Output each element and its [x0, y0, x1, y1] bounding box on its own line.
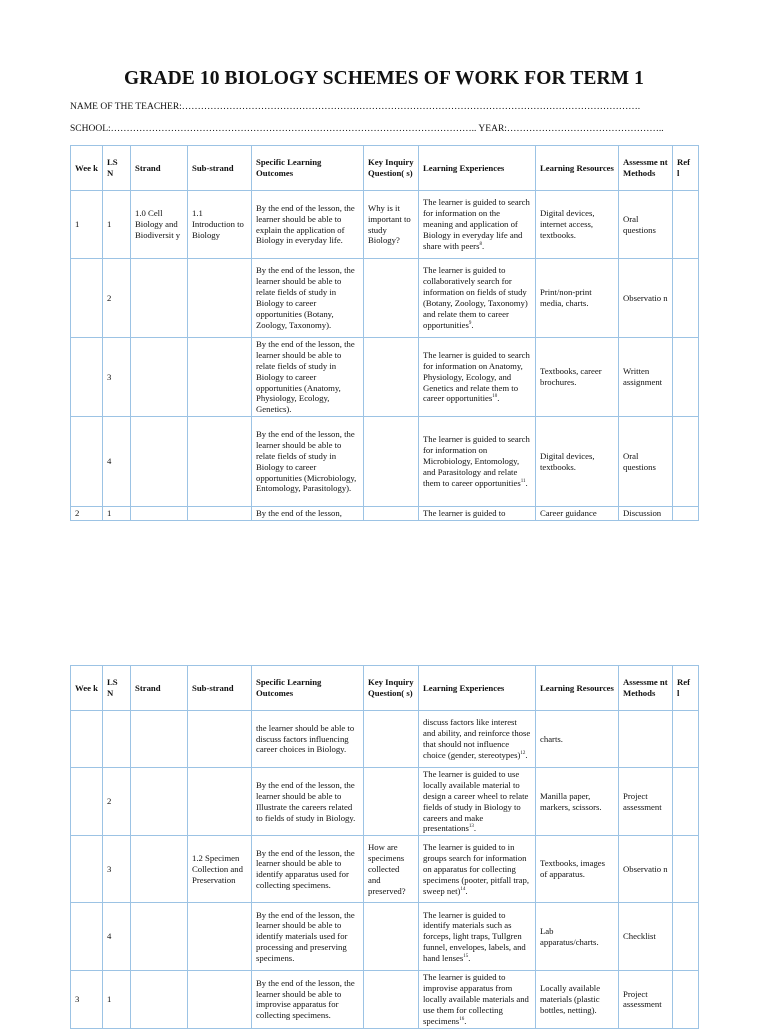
cell-assessment: Project assessment [619, 971, 673, 1028]
footnote-ref: 9 [468, 320, 472, 326]
experience-text: The learner is guided to search for information on the meaning and application of Biology in everyday life and share with peers [423, 197, 530, 251]
cell-resources: Textbooks, images of apparatus. [536, 836, 619, 903]
column-header-experiences: Learning Experiences [419, 146, 536, 191]
cell-lsn [103, 711, 131, 768]
cell-outcome: By the end of the lesson, the learner should be able to improvise apparatus for collecting specimens. [252, 971, 364, 1028]
cell-assessment: Discussion [619, 507, 673, 521]
cell-outcome: the learner should be able to discuss factors influencing career choices in Biology. [252, 711, 364, 768]
cell-week: 3 [71, 971, 103, 1028]
cell-experience: The learner is guided to in groups search for information on apparatus for collecting specimens (pooter, pitfall trap, sweep net)$^{14}$. [419, 836, 536, 903]
experience-text: The learner is guided to search for information on Anatomy, Physiology, Ecology, and Genetics and relate them to career opportunities [423, 349, 530, 404]
cell-substrand: 1.2 Specimen Collection and Preservation [188, 836, 252, 903]
experience-text: The learner is guided to improvise apparatus from locally available materials and use them for collecting specimens [423, 972, 529, 1026]
cell-strand [131, 259, 188, 338]
cell-outcome: By the end of the lesson, the learner should be able to relate fields of study in Biology to career opportunities (Botany, Zoology, Taxonomy). [252, 259, 364, 338]
cell-lsn: 2 [103, 259, 131, 338]
cell-inquiry [364, 768, 419, 836]
column-header-lsn: LS N [103, 146, 131, 191]
cell-experience: The learner is guided to identify materials such as forceps, light traps, Tullgren funnel, envelopes, labels, and hand lenses$^{15}$. [419, 903, 536, 971]
page-title: GRADE 10 BIOLOGY SCHEMES OF WORK FOR TERM 1 [123, 68, 645, 89]
column-header-week: Wee k [71, 146, 103, 191]
cell-experience: discuss factors like interest and ability, and reinforce those that should not influence choice (gender, stereotypes)$^{12}$. [419, 711, 536, 768]
cell-outcome: By the end of the lesson, the learner should be able to identify materials used for processing and preserving specimens. [252, 903, 364, 971]
cell-refl [673, 903, 699, 971]
cell-substrand [188, 507, 252, 521]
cell-assessment: Observatio n [619, 836, 673, 903]
cell-refl [673, 338, 699, 417]
column-header-inquiry: Key Inquiry Question( s) [364, 146, 419, 191]
cell-resources: Career guidance [536, 507, 619, 521]
cell-substrand [188, 338, 252, 417]
table-row [71, 338, 699, 417]
footnote-ref: 12 [520, 750, 526, 756]
cell-inquiry [364, 971, 419, 1028]
cell-substrand [188, 903, 252, 971]
cell-assessment: Checklist [619, 903, 673, 971]
cell-refl [673, 768, 699, 836]
table-row [71, 971, 699, 1028]
cell-refl [673, 836, 699, 903]
cell-resources: Textbooks, career brochures. [536, 338, 619, 417]
column-header-strand: Strand [131, 666, 188, 711]
cell-lsn: 1 [103, 191, 131, 259]
footnote-ref: 13 [468, 824, 474, 830]
cell-outcome: By the end of the lesson, the learner should be able to Illustrate the careers related to fields of study in Biology. [252, 768, 364, 836]
column-header-outcomes: Specific Learning Outcomes [252, 146, 364, 191]
footnote-ref: 11 [520, 479, 526, 485]
cell-week [71, 903, 103, 971]
column-header-assessment: Assessme nt Methods [619, 666, 673, 711]
cell-refl [673, 259, 699, 338]
teacher-name-line: NAME OF THE TEACHER:………………………………………………………………………………………………………………………………. [70, 102, 641, 112]
experience-text: The learner is guided to use locally available material to design a career wheel to relate fields of study in Biology to careers and make presentations [423, 769, 529, 834]
cell-inquiry [364, 259, 419, 338]
cell-refl [673, 711, 699, 768]
cell-week: 2 [71, 507, 103, 521]
cell-experience: The learner is guided to use locally available material to design a career wheel to relate fields of study in Biology to careers and make presentations$^{13}$. [419, 768, 536, 836]
cell-resources: Print/non-print media, charts. [536, 259, 619, 338]
table-header-row [71, 146, 699, 191]
cell-resources: Digital devices, textbooks. [536, 417, 619, 507]
cell-substrand [188, 971, 252, 1028]
cell-resources: Digital devices, internet access, textbooks. [536, 191, 619, 259]
cell-week [71, 836, 103, 903]
table-header-row [71, 666, 699, 711]
footnote-ref: 10 [492, 394, 498, 400]
cell-outcome: By the end of the lesson, the learner should be able to relate fields of study in Biology to career opportunities (Anatomy, Physiology, Ecology, Genetics). [252, 338, 364, 417]
scheme-table-page-2 [70, 665, 699, 1029]
cell-refl [673, 417, 699, 507]
cell-assessment: Oral questions [619, 417, 673, 507]
experience-text: The learner is guided to [423, 508, 506, 519]
cell-inquiry: Why is it important to study Biology? [364, 191, 419, 259]
cell-experience: The learner is guided to improvise apparatus from locally available materials and use them for collecting specimens$^{16}$. [419, 971, 536, 1028]
cell-outcome: By the end of the lesson, the learner should be able to explain the application of Biology in everyday life. [252, 191, 364, 259]
cell-assessment: Oral questions [619, 191, 673, 259]
table-row [71, 259, 699, 338]
cell-substrand [188, 768, 252, 836]
experience-text: The learner is guided to in groups search for information on apparatus for collecting specimens (pooter, pitfall trap, sweep net) [423, 842, 530, 896]
cell-strand [131, 338, 188, 417]
cell-lsn: 4 [103, 903, 131, 971]
cell-outcome: By the end of the lesson, the learner should be able to identify apparatus used for collecting specimens. [252, 836, 364, 903]
cell-experience: The learner is guided to search for information on Microbiology, Entomology, and Parasitology and relate them to career opportunities$^{11}$. [419, 417, 536, 507]
column-header-resources: Learning Resources [536, 666, 619, 711]
cell-lsn: 3 [103, 836, 131, 903]
cell-inquiry [364, 417, 419, 507]
table-row [71, 711, 699, 768]
cell-strand [131, 768, 188, 836]
cell-substrand [188, 259, 252, 338]
experience-text: The learner is guided to identify materials such as forceps, light traps, Tullgren funnel, envelopes, labels, and hand lenses [423, 909, 526, 964]
cell-strand [131, 903, 188, 971]
cell-outcome: By the end of the lesson, the learner should be able to relate fields of study in Biology to career opportunities (Microbiology, Entomology, Parasitology). [252, 417, 364, 507]
cell-assessment [619, 711, 673, 768]
table-row [71, 417, 699, 507]
cell-outcome: By the end of the lesson, [252, 507, 364, 521]
cell-strand [131, 507, 188, 521]
cell-assessment: Observatio n [619, 259, 673, 338]
cell-lsn: 1 [103, 971, 131, 1028]
cell-experience: The learner is guided to search for information on Anatomy, Physiology, Ecology, and Genetics and relate them to career opportunities$^{10}$. [419, 338, 536, 417]
footnote-ref: 14 [460, 886, 466, 892]
cell-inquiry [364, 338, 419, 417]
cell-substrand [188, 417, 252, 507]
experience-text: The learner is guided to search for information on Microbiology, Entomology, and Parasitology and relate them to career opportunities [423, 434, 530, 488]
cell-week [71, 768, 103, 836]
cell-inquiry [364, 507, 419, 521]
cell-week: 1 [71, 191, 103, 259]
cell-week [71, 259, 103, 338]
cell-experience [419, 507, 536, 521]
table-row [71, 903, 699, 971]
column-header-substrand: Sub-strand [188, 146, 252, 191]
column-header-outcomes: Specific Learning Outcomes [252, 666, 364, 711]
cell-resources: Lab apparatus/charts. [536, 903, 619, 971]
cell-lsn: 2 [103, 768, 131, 836]
column-header-inquiry: Key Inquiry Question( s) [364, 666, 419, 711]
table-row [71, 768, 699, 836]
cell-strand [131, 417, 188, 507]
cell-assessment: Written assignment [619, 338, 673, 417]
table-row [71, 507, 699, 521]
column-header-substrand: Sub-strand [188, 666, 252, 711]
cell-week [71, 338, 103, 417]
school-year-line: SCHOOL:…………………………………………………………………………………………………….. YEAR:………………………………………….. [70, 124, 664, 134]
scheme-table-page-1 [70, 145, 699, 521]
cell-lsn: 1 [103, 507, 131, 521]
cell-resources: charts. [536, 711, 619, 768]
cell-week [71, 417, 103, 507]
cell-lsn: 4 [103, 417, 131, 507]
footnote-ref: 8 [479, 241, 482, 247]
cell-refl [673, 191, 699, 259]
cell-strand [131, 971, 188, 1028]
cell-resources: Locally available materials (plastic bottles, netting). [536, 971, 619, 1028]
column-header-refl: Ref l [673, 666, 699, 711]
cell-substrand: 1.1 Introduction to Biology [188, 191, 252, 259]
cell-resources: Manilla paper, markers, scissors. [536, 768, 619, 836]
cell-lsn: 3 [103, 338, 131, 417]
column-header-refl: Ref l [673, 146, 699, 191]
column-header-lsn: LS N [103, 666, 131, 711]
cell-refl [673, 971, 699, 1028]
experience-text: The learner is guided to collaboratively search for information on fields of study (Botany, Zoology, Taxonomy) and relate them to career opportunities [423, 265, 528, 330]
cell-inquiry [364, 903, 419, 971]
cell-strand [131, 711, 188, 768]
cell-strand: 1.0 Cell Biology and Biodiversit y [131, 191, 188, 259]
cell-substrand [188, 711, 252, 768]
experience-text: discuss factors like interest and ability, and reinforce those that should not influence choice (gender, stereotypes) [423, 717, 531, 760]
table-row [71, 836, 699, 903]
footnote-ref: 15 [463, 954, 469, 960]
cell-assessment: Project assessment [619, 768, 673, 836]
column-header-strand: Strand [131, 146, 188, 191]
cell-experience: The learner is guided to collaboratively search for information on fields of study (Botany, Zoology, Taxonomy) and relate them to career opportunities$^9$. [419, 259, 536, 338]
footnote-ref: 16 [459, 1016, 465, 1022]
column-header-resources: Learning Resources [536, 146, 619, 191]
table-row [71, 191, 699, 259]
column-header-assessment: Assessme nt Methods [619, 146, 673, 191]
column-header-experiences: Learning Experiences [419, 666, 536, 711]
cell-strand [131, 836, 188, 903]
cell-inquiry: How are specimens collected and preserved? [364, 836, 419, 903]
column-header-week: Wee k [71, 666, 103, 711]
cell-inquiry [364, 711, 419, 768]
cell-week [71, 711, 103, 768]
cell-experience: The learner is guided to search for information on the meaning and application of Biology in everyday life and share with peers$^8$. [419, 191, 536, 259]
cell-refl [673, 507, 699, 521]
